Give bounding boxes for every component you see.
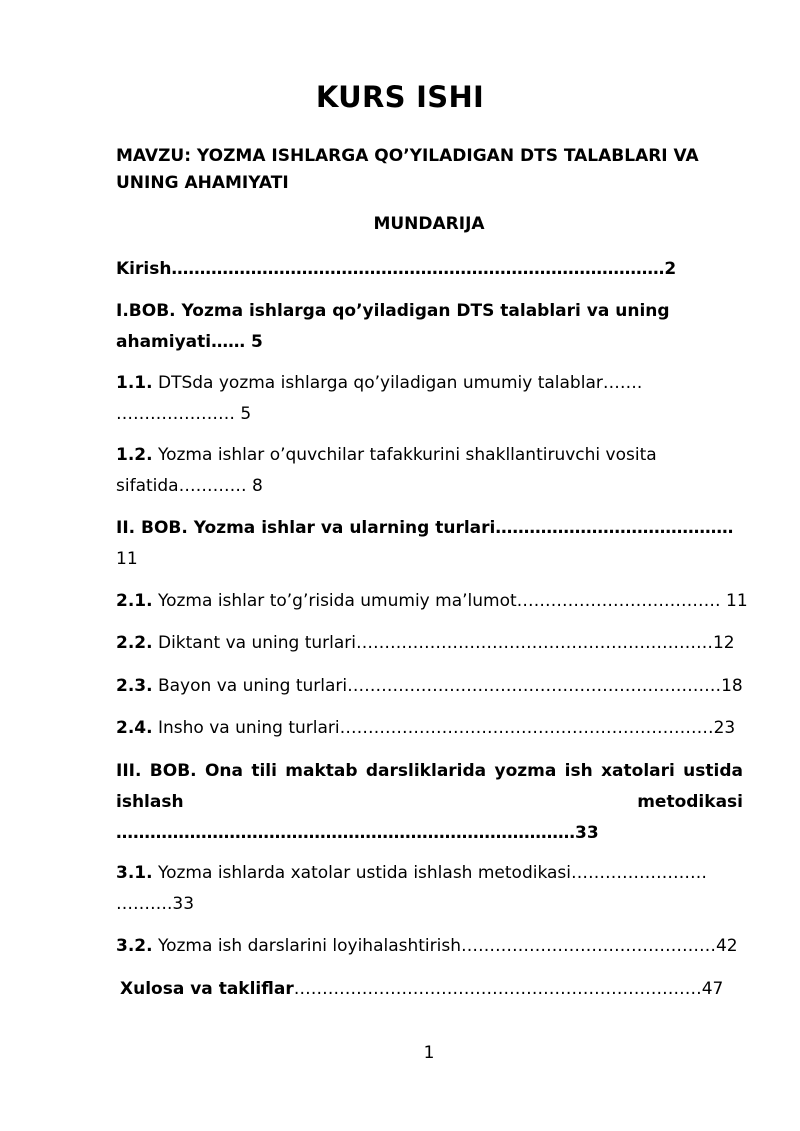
toc-text-2-1: Yozma ishlar to’g’risida umumiy ma’lumot……………………………… 11 [152,591,748,611]
toc-text-2-2: Diktant va uning turlari………………………………………………………12 [152,633,735,653]
toc-number-1-1: 1.1. [116,373,153,393]
toc-entry-chapter-1 [116,296,670,358]
toc-text-3-1: Yozma ishlarda xatolar ustida ishlash metodikasi…………………… [152,863,707,883]
toc-heading: MUNDARIJA [373,214,485,234]
toc-number-1-2: 1.2. [116,445,153,465]
toc-number-2-4: 2.4. [116,718,153,738]
toc-conclusion-dots: ………………………………………………………………47 [293,979,724,999]
toc-entry-chapter-2 [116,513,733,575]
toc-number-3-1: 3.1. [116,863,153,883]
toc-entry-1-2 [116,440,657,502]
toc-entry-chapter-3-line-3: ………………………………………………………………………33 [116,823,599,843]
toc-entry-chapter-2-line-1: II. BOB. Yozma ishlar va ularning turlari…………………………………… [116,518,734,538]
toc-entry-chapter-2-line-2: 11 [116,549,138,569]
page-number: 1 [423,1043,435,1063]
toc-entry-3-2 [116,931,738,962]
toc-conclusion-label: Xulosa va takliflar [120,979,294,999]
toc-entry-2-2 [116,628,735,659]
toc-entry-chapter-3 [116,756,743,849]
toc-entry-chapter-3-line-1: III. BOB. Ona tili maktab darsliklarida yozma ish xatolari ustida [116,761,743,781]
document-title: KURS ISHI [315,80,485,114]
toc-text-1-2: Yozma ishlar o’quvchilar tafakkurini shakllantiruvchi vosita [152,445,657,465]
toc-entry-chapter-1-line-1: I.BOB. Yozma ishlarga qo’yiladigan DTS talablari va uning [116,301,670,321]
toc-entry-chapter-1-line-2: ahamiyati…… 5 [116,332,263,352]
toc-entry-1-1 [116,368,642,430]
toc-entry-chapter-3-line-2a: ishlash [116,792,184,812]
topic-line-1: MAVZU: YOZMA ISHLARGA QO’YILADIGAN DTS TALABLARI VA [116,146,699,166]
toc-entry-2-4 [116,713,735,744]
toc-text-3-1-cont: ……….33 [116,894,195,914]
toc-entry-conclusion [120,974,723,1005]
document-topic [116,143,716,197]
toc-entry-intro: Kirish……………………………………………………………………………2 [116,259,677,279]
toc-number-3-2: 3.2. [116,936,153,956]
toc-text-2-4: Insho va uning turlari…………………………………………………………23 [152,718,736,738]
toc-text-1-1-cont: ………………… 5 [116,404,252,424]
toc-number-2-2: 2.2. [116,633,153,653]
topic-line-2: UNING AHAMIYATI [116,173,289,193]
toc-entry-3-1 [116,858,707,920]
toc-text-1-1: DTSda yozma ishlarga qo’yiladigan umumiy talablar……. [152,373,643,393]
toc-text-2-3: Bayon va uning turlari…………………………………………………………18 [152,676,743,696]
toc-entry-2-3 [116,671,743,702]
toc-number-2-3: 2.3. [116,676,153,696]
toc-text-1-2-cont: sifatida………… 8 [116,476,263,496]
toc-number-2-1: 2.1. [116,591,153,611]
toc-text-3-2: Yozma ish darslarini loyihalashtirish………………………………………42 [152,936,738,956]
toc-entry-2-1 [116,586,748,617]
toc-entry-chapter-3-line-2b: metodikasi [637,792,743,812]
